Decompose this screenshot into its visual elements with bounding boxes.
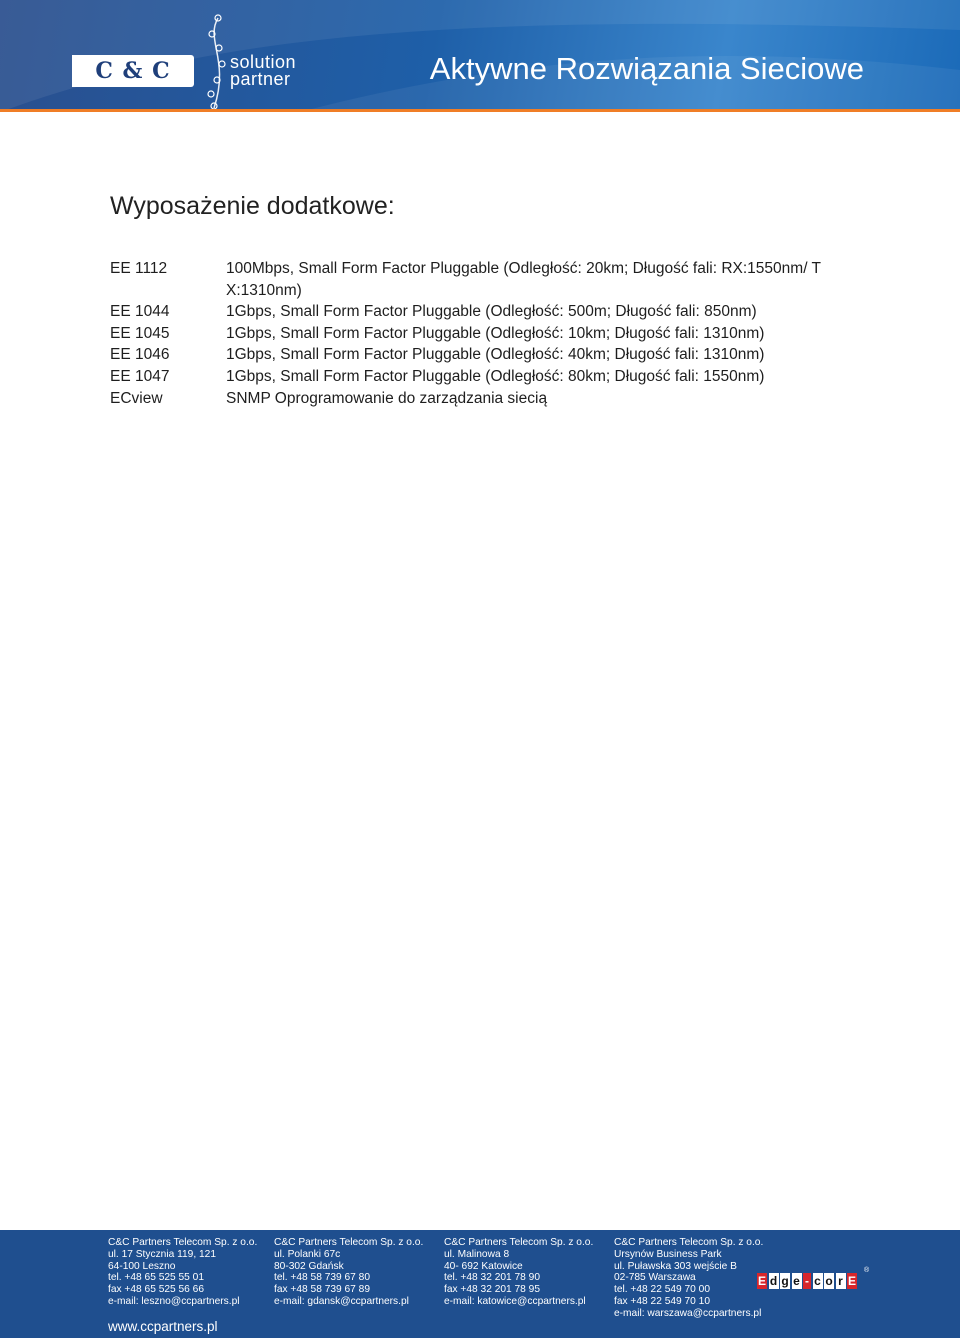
list-item bbox=[110, 344, 870, 366]
office-company: C&C Partners Telecom Sp. z o.o. bbox=[614, 1237, 764, 1248]
office-city: 64-100 Leszno bbox=[108, 1260, 176, 1272]
item-description: 1Gbps, Small Form Factor Pluggable (Odległość: 10km; Długość fali: 1310nm) bbox=[226, 324, 765, 342]
accessory-list bbox=[110, 258, 870, 409]
office-address: ul. Malinowa 8 bbox=[444, 1248, 510, 1260]
item-description: 1Gbps, Small Form Factor Pluggable (Odległość: 80km; Długość fali: 1550nm) bbox=[226, 367, 765, 385]
list-item bbox=[110, 366, 870, 388]
item-code: ECview bbox=[110, 389, 163, 407]
office-city: 40- 692 Katowice bbox=[444, 1260, 523, 1272]
office-company: C&C Partners Telecom Sp. z o.o. bbox=[444, 1237, 594, 1248]
header-title: Aktywne Rozwiązania Sieciowe bbox=[429, 51, 864, 86]
office-city: 02-785 Warszawa bbox=[614, 1272, 696, 1284]
office-address: Ursynów Business Park bbox=[614, 1248, 722, 1260]
office-katowice bbox=[444, 1237, 593, 1308]
header-accent-line bbox=[0, 109, 960, 112]
office-city: 80-302 Gdańsk bbox=[274, 1260, 344, 1272]
logo-tagline-line1: solution bbox=[230, 52, 297, 72]
edgecore-logo bbox=[757, 1273, 859, 1289]
logo-letter: e bbox=[793, 1274, 800, 1288]
office-company: C&C Partners Telecom Sp. z o.o. bbox=[274, 1237, 424, 1248]
registered-mark: ® bbox=[864, 1267, 870, 1274]
item-description: 1Gbps, Small Form Factor Pluggable (Odległość: 40km; Długość fali: 1310nm) bbox=[226, 346, 765, 364]
office-fax: fax +48 32 201 78 95 bbox=[444, 1284, 541, 1296]
item-code: EE 1112 bbox=[110, 260, 168, 277]
office-fax: fax +48 22 549 70 10 bbox=[614, 1295, 711, 1307]
website-link[interactable]: www.ccpartners.pl bbox=[108, 1319, 218, 1334]
company-logo-mark: C & C bbox=[95, 58, 171, 84]
logo-letter: E bbox=[757, 1274, 766, 1288]
item-code: EE 1047 bbox=[110, 367, 170, 385]
office-phone: tel. +48 65 525 55 01 bbox=[108, 1272, 205, 1284]
office-phone: tel. +48 32 201 78 90 bbox=[444, 1272, 541, 1284]
page-footer bbox=[0, 1230, 960, 1338]
list-item bbox=[110, 323, 870, 345]
item-description: 100Mbps, Small Form Factor Pluggable (Odległość: 20km; Długość fali: RX:1550nm/ T X:1310nm) bbox=[226, 260, 821, 299]
office-fax: fax +48 65 525 56 66 bbox=[108, 1284, 205, 1296]
logo-letter: o bbox=[825, 1274, 833, 1288]
office-email[interactable]: e-mail: warszawa@ccpartners.pl bbox=[614, 1307, 762, 1319]
logo-letter: c bbox=[814, 1274, 821, 1288]
office-street: ul. Puławska 303 wejście B bbox=[614, 1260, 737, 1272]
logo-letter: r bbox=[836, 1273, 846, 1289]
list-item bbox=[110, 388, 870, 410]
office-gdansk bbox=[274, 1237, 423, 1308]
page-title: Wyposażenie dodatkowe: bbox=[110, 192, 395, 220]
office-phone: tel. +48 22 549 70 00 bbox=[614, 1284, 711, 1296]
company-logo[interactable] bbox=[72, 55, 194, 87]
office-email[interactable]: e-mail: katowice@ccpartners.pl bbox=[444, 1295, 586, 1307]
office-email[interactable]: e-mail: gdansk@ccpartners.pl bbox=[274, 1295, 409, 1307]
office-phone: tel. +48 58 739 67 80 bbox=[274, 1272, 371, 1284]
office-leszno bbox=[108, 1237, 257, 1308]
page-header bbox=[0, 0, 960, 112]
logo-letter: d bbox=[769, 1274, 778, 1288]
office-address: ul. 17 Stycznia 119, 121 bbox=[108, 1248, 216, 1260]
office-company: C&C Partners Telecom Sp. z o.o. bbox=[108, 1237, 258, 1248]
list-item bbox=[110, 258, 870, 301]
office-warszawa bbox=[614, 1237, 763, 1320]
item-code: EE 1045 bbox=[110, 324, 170, 342]
logo-tagline-line2: partner bbox=[230, 69, 291, 89]
company-logo-tagline bbox=[230, 54, 296, 88]
logo-letter: - bbox=[805, 1274, 809, 1288]
item-description: SNMP Oprogramowanie do zarządzania siecią bbox=[226, 389, 548, 407]
logo-letter: g bbox=[781, 1274, 789, 1288]
logo-letter: E bbox=[847, 1274, 856, 1288]
office-email[interactable]: e-mail: leszno@ccpartners.pl bbox=[108, 1295, 240, 1307]
office-address: ul. Polanki 67c bbox=[274, 1248, 341, 1260]
item-code: EE 1044 bbox=[110, 303, 170, 321]
list-item bbox=[110, 301, 870, 323]
item-code: EE 1046 bbox=[110, 346, 170, 364]
item-description: 1Gbps, Small Form Factor Pluggable (Odległość: 500m; Długość fali: 850nm) bbox=[226, 303, 757, 321]
office-fax: fax +48 58 739 67 89 bbox=[274, 1284, 371, 1296]
